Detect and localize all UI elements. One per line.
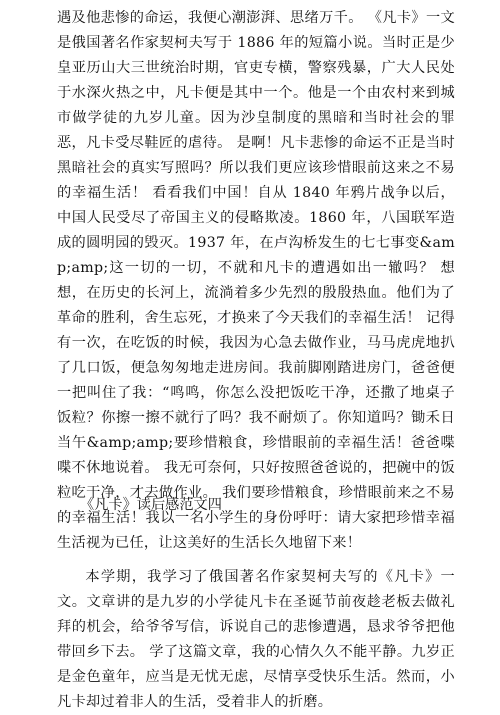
body-paragraph: 遇及他悲惨的命运，我便心潮澎湃、思绪万千。 《凡卡》一文是俄国著名作家契柯夫写于 1886 年的短篇小说。当时正是少皇亚历山大三世统治时期，官吏专横，警察残暴，广大人民处于水深火热之中，凡卡便是其中一个。他是一个由农村来到城市做学徒的九岁儿童。因为沙皇制度的黑暗和当时社会的罪恶，凡卡受尽鞋匠的虐待。 是啊！凡卡悲惨的命运不正是当时黑暗社会的真实写照吗？所以我们更应该珍惜眼前这来之不易的幸福生活！ 看看我们中国！自从 1840 年鸦片战争以后，中国人民受尽了帝国主义的侵略欺凌。1860 年，八国联军造成的圆明园的毁灭。1937 年，在卢沟桥发生的七七事变&amp;amp;这一切的一切，不就和凡卡的遭遇如出一辙吗？ 想想，在历史的长河上，流淌着多少先烈的殷殷热血。他们为了革命的胜利，舍生忘死，才换来了今天我们的幸福生活！ 记得有一次，在吃饭的时候，我因为心急去做作业，马马虎虎地扒了几口饭，便急匆匆地走进房间。我前脚刚踏进房门，爸爸便一把叫住了我：“鸣鸣，你怎么没把饭吃干净，还撒了地桌子饭粒？你擦一擦不就行了吗？我不耐烦了。你知道吗？锄禾日当午&amp;amp;要珍惜粮食，珍惜眼前的幸福生活！爸爸喋喋不休地说着。 我无可奈何，只好按照爸爸说的，把碗中的饭粒吃干净，才去做作业。 我们要珍惜粮食，珍惜眼前来之不易的幸福生活！我以一名小学生的身份呼吁：请大家把珍惜幸福生活视为已任，让这美好的生活长久地留下来！: [57, 10, 455, 551]
section-title: 《凡卡》读后感范文四: [80, 497, 222, 513]
section-paragraph: 本学期，我学习了俄国著名作家契柯夫写的《凡卡》一文。文章讲的是九岁的小学徒凡卡在圣诞节前夜趁老板去做礼拜的机会，给爷爷写信，诉说自己的悲惨遭遇，恳求爷爷把他带回乡下去。 学了这篇文章，我的心情久久不能平静。九岁正是金色童年，应当是无忧无虑，尽情享受快乐生活。然而，小凡卡却过着非人的生活，受着非人的折磨。: [57, 569, 455, 710]
